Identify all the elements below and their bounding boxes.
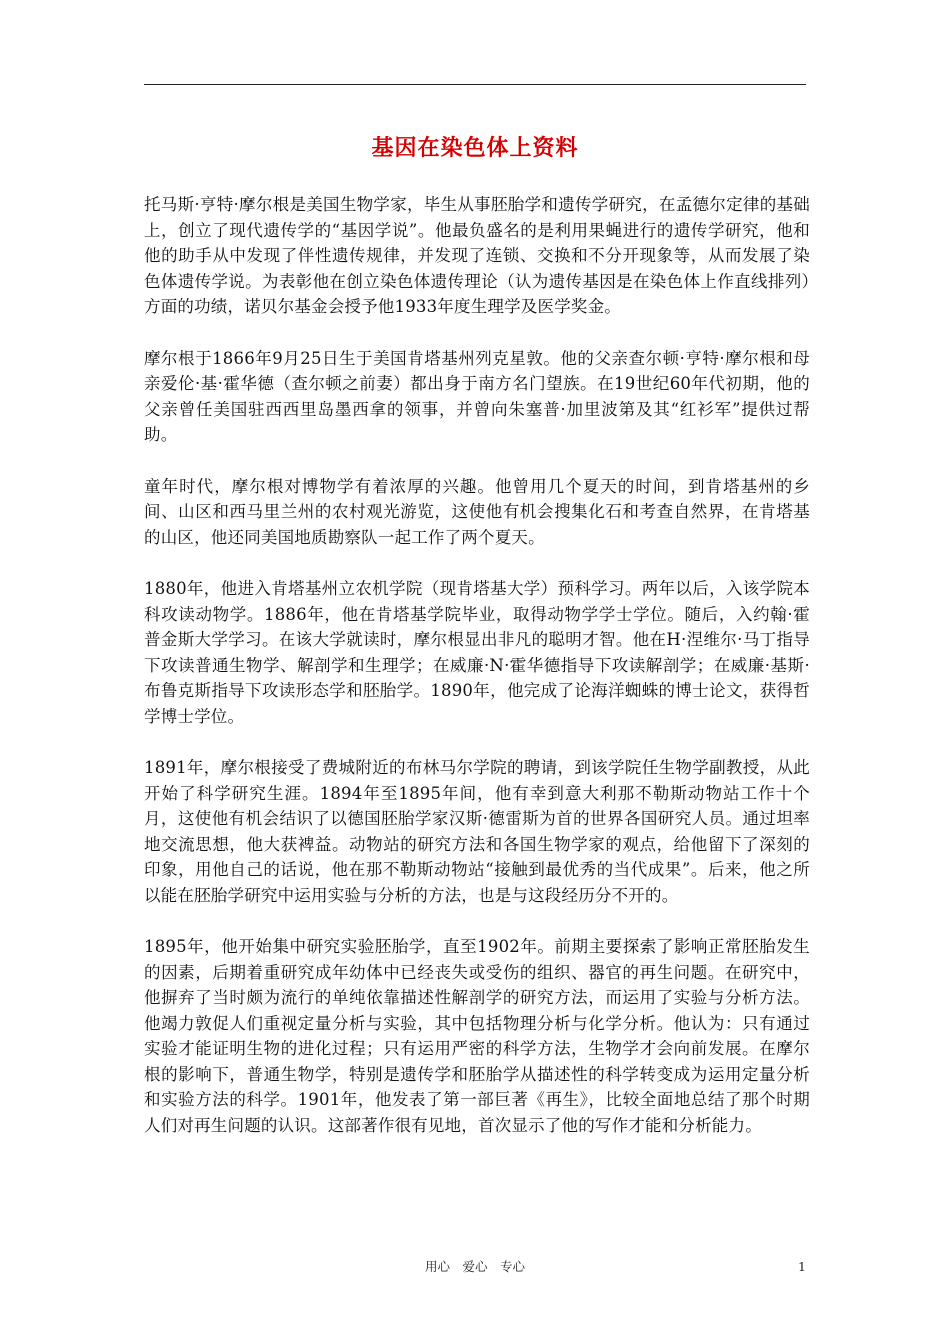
paragraph-2: 摩尔根于1866年9月25日生于美国肯塔基州列克星敦。他的父亲查尔顿·亨特·摩尔根和母亲爱伦·基·霍华德（查尔顿之前妻）都出身于南方名门望族。在19世纪60年代初期，他的父亲曾任美国驻西西里岛墨西拿的领事，并曾向朱塞普·加里波第及其“红衫军”提供过帮助。 <box>144 348 810 444</box>
document-title: 基因在染色体上资料 <box>371 136 579 161</box>
paragraph-5: 1891年，摩尔根接受了费城附近的布林马尔学院的聘请，到该学院任生物学副教授，从此开始了科学研究生涯。1894年至1895年间，他有幸到意大利那不勒斯动物站工作十个月，这使他有机会结识了以德国胚胎学家汉斯·德雷斯为首的世界各国研究人员。通过坦率地交流思想，他大获裨益。动物站的研究方法和各国生物学家的观点，给他留下了深刻的印象，用他自己的话说，他在那不勒斯动物站“接触到最优秀的当代成果”。后来，他之所以能在胚胎学研究中运用实验与分析的方法，也是与这段经历分不开的。 <box>144 758 810 905</box>
paragraph-4: 1880年，他进入肯塔基州立农机学院（现肯塔基大学）预科学习。两年以后，入该学院本科攻读动物学。1886年，他在肯塔基学院毕业，取得动物学学士学位。随后，入约翰·霍普金斯大学学习。在该大学就读时，摩尔根显出非凡的聪明才智。他在H·涅维尔·马丁指导下攻读普通生物学、解剖学和生理学；在威廉·N·霍华德指导下攻读解剖学；在威廉·基斯·布鲁克斯指导下攻读形态学和胚胎学。1890年，他完成了论海洋蜘蛛的博士论文，获得哲学博士学位。 <box>144 579 810 726</box>
paragraph-3: 童年时代，摩尔根对博物学有着浓厚的兴趣。他曾用几个夏天的时间，到肯塔基州的乡间、山区和西马里兰州的农村观光游览，这使他有机会搜集化石和考查自然界，在肯塔基的山区，他还同美国地质勘察队一起工作了两个夏天。 <box>144 476 810 547</box>
footer-motto: 用心 爱心 专心 <box>424 1259 525 1274</box>
paragraph-1: 托马斯·亨特·摩尔根是美国生物学家，毕生从事胚胎学和遗传学研究，在孟德尔定律的基础上，创立了现代遗传学的“基因学说”。他最负盛名的是利用果蝇进行的遗传学研究，他和他的助手从中发现了伴性遗传规律，并发现了连锁、交换和不分开现象等，从而发展了染色体遗传学说。为表彰他在创立染色体遗传理论（认为遗传基因是在染色体上作直线排列）方面的功绩，诺贝尔基金会授予他1933年度生理学及医学奖金。 <box>144 195 810 316</box>
page-number: 1 <box>798 1259 806 1274</box>
header-rule <box>144 84 806 85</box>
document-body <box>144 192 810 1164</box>
paragraph-6: 1895年，他开始集中研究实验胚胎学，直至1902年。前期主要探索了影响正常胚胎发生的因素，后期着重研究成年幼体中已经丧失或受伤的组织、器官的再生问题。在研究中，他摒弃了当时颇为流行的单纯依靠描述性解剖学的研究方法，而运用了实验与分析方法。他竭力敦促人们重视定量分析与实验，其中包括物理分析与化学分析。他认为：只有通过实验才能证明生物的进化过程；只有运用严密的科学方法，生物学才会向前发展。在摩尔根的影响下，普通生物学，特别是遗传学和胚胎学从描述性的科学转变成为运用定量分析和实验方法的科学。1901年，他发表了第一部巨著《再生》，比较全面地总结了那个时期人们对再生问题的认识。这部著作很有见地，首次显示了他的写作才能和分析能力。 <box>144 937 810 1135</box>
